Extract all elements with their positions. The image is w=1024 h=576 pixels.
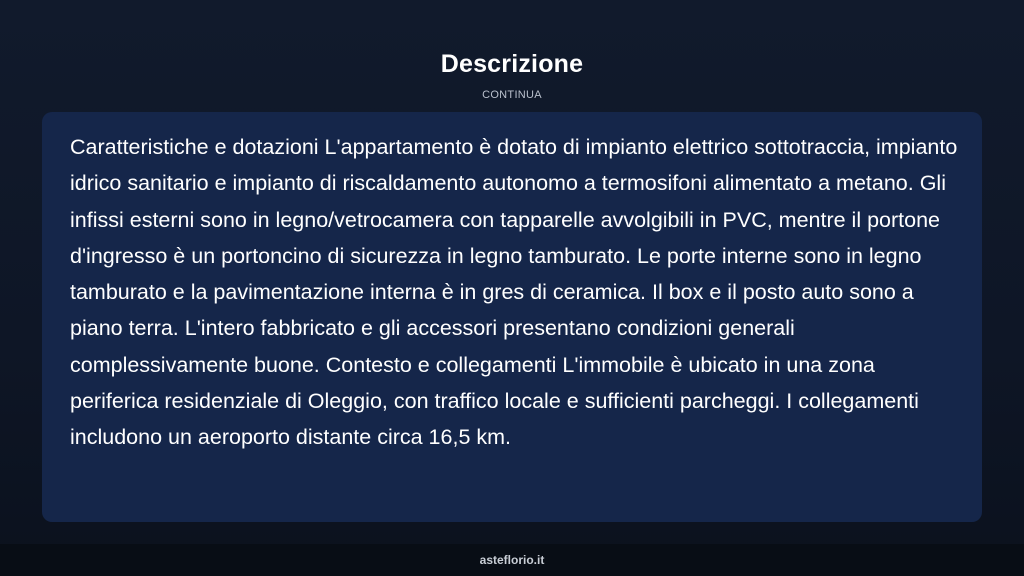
- footer-bar: [0, 544, 1024, 576]
- page-subtitle: CONTINUA: [482, 89, 542, 101]
- description-panel: [42, 112, 982, 522]
- page-title: Descrizione: [440, 50, 584, 78]
- description-text: Caratteristiche e dotazioni L'appartamento è dotato di impianto elettrico sottotraccia, impianto idrico sanitario e impianto di riscaldamento autonomo a termosifoni alimentato a metano. Gli infissi esterni sono in legno/vetrocamera con tapparelle avvolgibili in PVC, mentre il portone d'ingresso è un portoncino di sicurezza in legno tamburato. Le porte interne sono in legno tamburato e la pavimentazione interna è in gres di ceramica. Il box e il posto auto sono a piano terra. L'intero fabbricato e gli accessori presentano condizioni generali complessivamente buone. Contesto e collegamenti L'immobile è ubicato in una zona periferica residenziale di Oleggio, con traffico locale e sufficienti parcheggi. I collegamenti includono un aeroporto distante circa 16,5 km.: [70, 135, 958, 450]
- footer-brand: asteflorio.it: [479, 553, 545, 567]
- page-header: [0, 48, 1024, 102]
